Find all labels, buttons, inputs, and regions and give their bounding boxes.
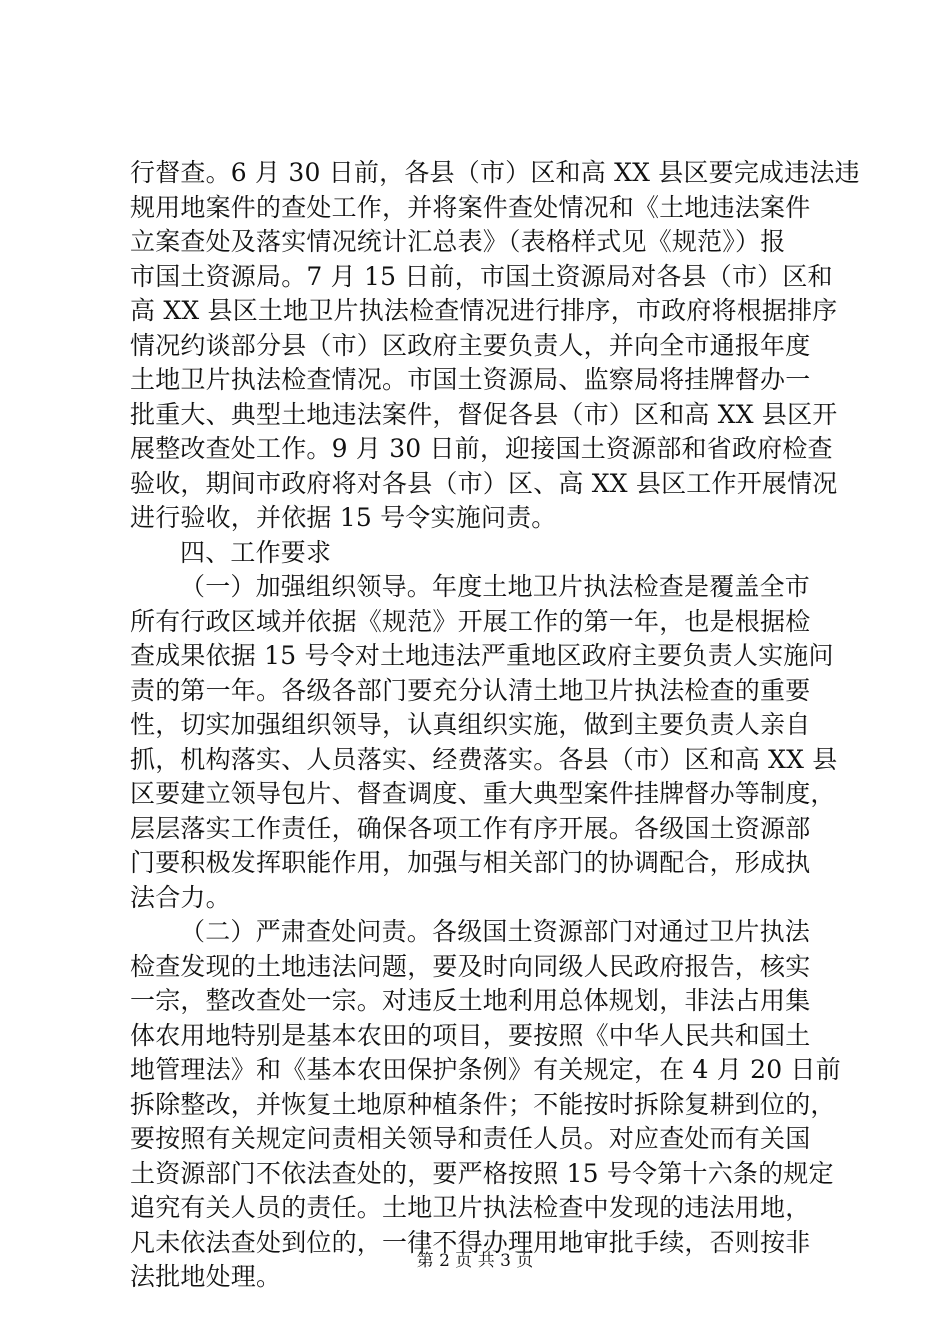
document-body — [130, 156, 860, 1295]
paragraph-start: （二）严肃查处问责。各级国土资源部门对通过卫片执法 — [180, 917, 811, 946]
text-line: 性，切实加强组织领导，认真组织实施，做到主要负责人亲自 — [130, 710, 811, 739]
text-line: 高 XX 县区土地卫片执法检查情况进行排序，市政府将根据排序 — [130, 296, 838, 325]
text-line: 区要建立领导包片、督查调度、重大典型案件挂牌督办等制度， — [130, 779, 836, 808]
text-line: 情况约谈部分县（市）区政府主要负责人，并向全市通报年度 — [130, 330, 811, 360]
text-line: 追究有关人员的责任。土地卫片执法检查中发现的违法用地， — [130, 1193, 811, 1222]
text-line: 抓，机构落实、人员落实、经费落实。各县（市）区和高 XX 县 — [130, 744, 838, 774]
text-line: 土资源部门不依法查处的，要严格按照 15 号令第十六条的规定 — [130, 1158, 834, 1188]
text-line: 行督查。6 月 30 日前，各县（市）区和高 XX 县区要完成违法违 — [130, 158, 860, 187]
section-heading: 四、工作要求 — [180, 537, 332, 567]
text-line: 要按照有关规定问责相关领导和责任人员。对应查处而有关国 — [130, 1124, 811, 1153]
text-line: 所有行政区域并依据《规范》开展工作的第一年，也是根据检 — [130, 606, 811, 636]
text-line: 层层落实工作责任，确保各项工作有序开展。各级国土资源部 — [130, 813, 811, 843]
text-line: 拆除整改，并恢复土地原种植条件；不能按时拆除复耕到位的， — [130, 1089, 836, 1119]
text-line: 立案查处及落实情况统计汇总表》（表格样式见《规范》）报 — [130, 227, 786, 256]
text-line: 法合力。 — [130, 882, 231, 912]
text-line: 市国土资源局。7 月 15 日前，市国土资源局对各县（市）区和 — [130, 261, 833, 291]
text-line: 责的第一年。各级各部门要充分认清土地卫片执法检查的重要 — [130, 675, 811, 705]
text-line: 进行验收，并依据 15 号令实施问责。 — [130, 503, 557, 532]
text-line: 体农用地特别是基本农田的项目，要按照《中华人民共和国土 — [130, 1020, 811, 1050]
text-line: 验收，期间市政府将对各县（市）区、高 XX 县区工作开展情况 — [130, 468, 838, 498]
text-line: 查成果依据 15 号令对土地违法严重地区政府主要负责人实施问 — [130, 641, 834, 670]
text-line: 法批地处理。 — [130, 1262, 282, 1291]
page-number-footer: 第 2 页 共 3 页 — [416, 1251, 534, 1271]
text-line: 一宗，整改查处一宗。对违反土地利用总体规划，非法占用集 — [130, 986, 811, 1015]
text-line: 地管理法》和《基本农田保护条例》有关规定，在 4 月 20 日前 — [130, 1055, 841, 1084]
text-line: 批重大、典型土地违法案件，督促各县（市）区和高 XX 县区开 — [130, 399, 838, 429]
text-line: 门要积极发挥职能作用，加强与相关部门的协调配合，形成执 — [130, 848, 811, 877]
text-line: 规用地案件的查处工作，并将案件查处情况和《土地违法案件 — [130, 192, 811, 222]
text-line: 土地卫片执法检查情况。市国土资源局、监察局将挂牌督办一 — [130, 365, 811, 394]
text-line: 检查发现的土地违法问题，要及时向同级人民政府报告，核实 — [130, 951, 811, 981]
text-line: 展整改查处工作。9 月 30 日前，迎接国土资源部和省政府检查 — [130, 434, 833, 463]
paragraph-start: （一）加强组织领导。年度土地卫片执法检查是覆盖全市 — [180, 572, 811, 601]
text-line: 凡未依法查处到位的，一律不得办理用地审批手续，否则按非 — [130, 1227, 811, 1257]
